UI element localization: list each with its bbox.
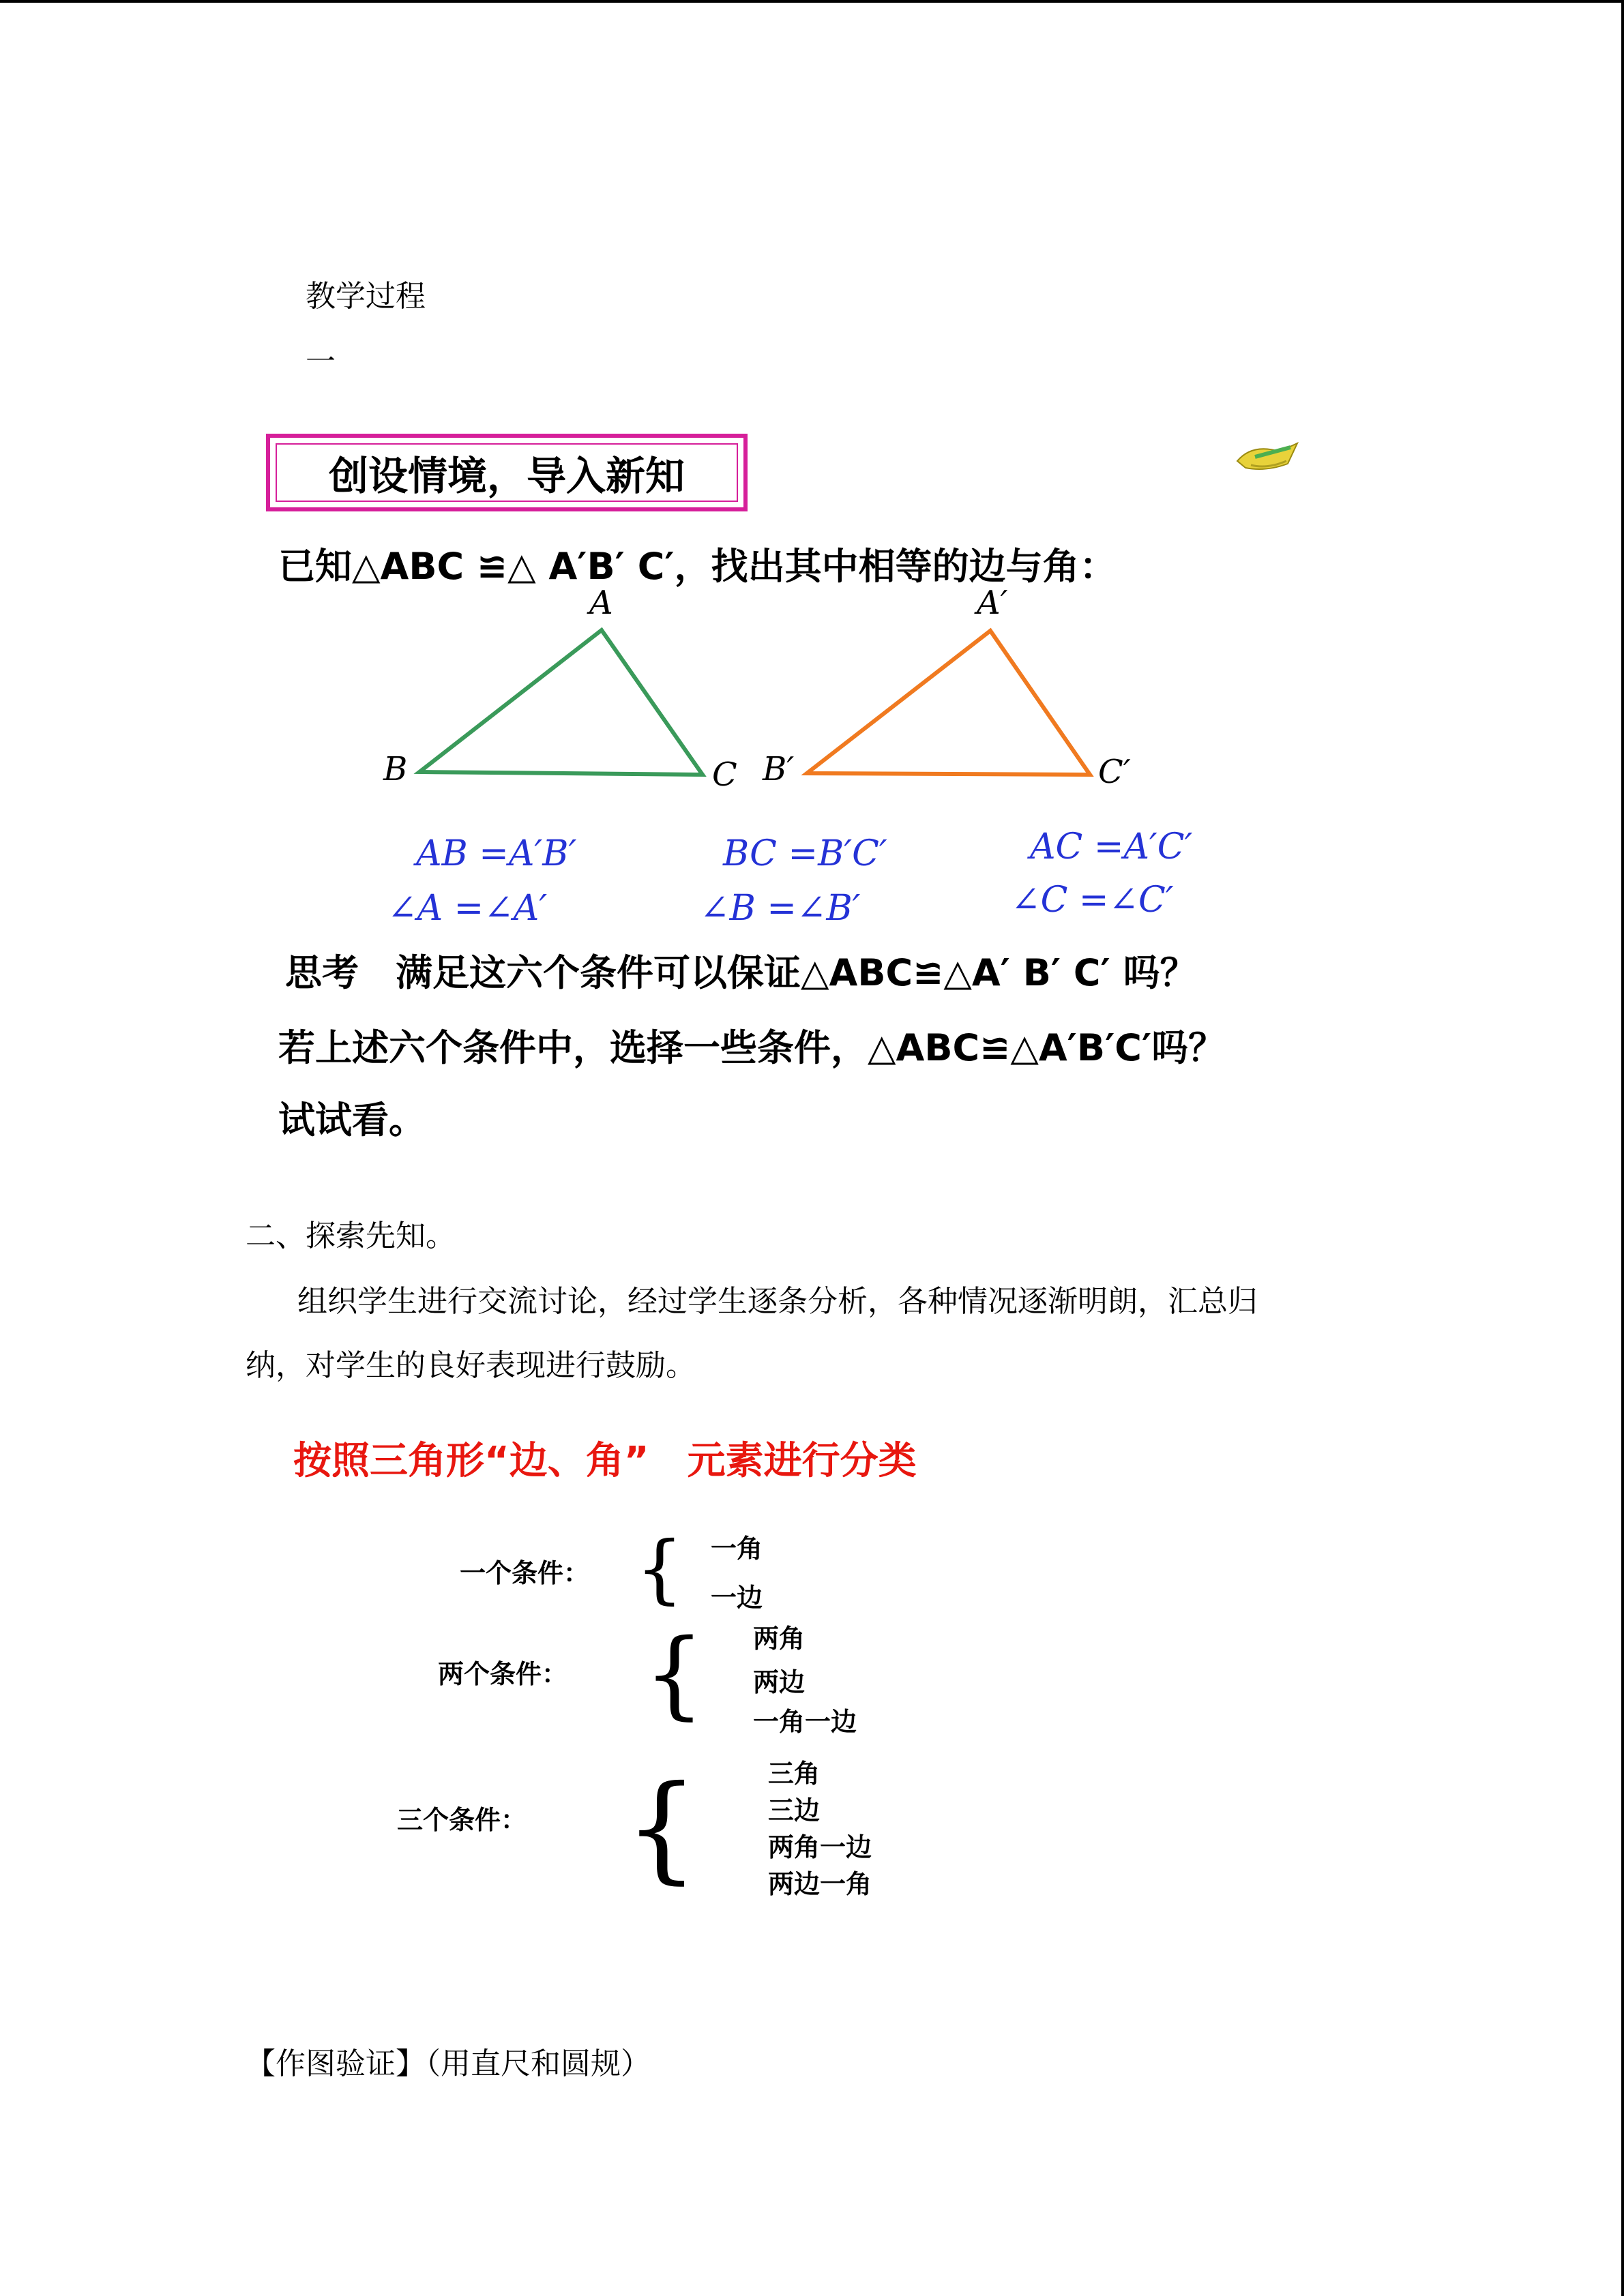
group-two-item: 一角一边 — [753, 1707, 857, 1737]
construction-verification-note: 【作图验证】（用直尺和圆规） — [246, 2046, 651, 2081]
group-three-item: 两角一边 — [768, 1832, 872, 1862]
vertex-label-c-prime: C′ — [1098, 753, 1131, 791]
equality-ac: AC =A′C′ — [1030, 826, 1193, 867]
vertex-label-a: A — [589, 584, 613, 622]
classification-title: 按照三角形“边、角” 元素进行分类 — [293, 1439, 917, 1483]
equality-angle-b: ∠B =∠B′ — [700, 888, 861, 929]
equality-bc: BC =B′C′ — [723, 833, 887, 874]
vertex-label-a-prime: A′ — [977, 584, 1008, 622]
vertex-label-c: C — [712, 756, 737, 794]
group-label-three: 三个条件： — [397, 1805, 527, 1835]
section-two-title: 二、探索先知。 — [246, 1219, 456, 1253]
question-line: 若上述六个条件中，选择一些条件，△ABC≌△A′B′C′吗？ — [278, 1026, 1226, 1069]
brace-group-two: { — [644, 1619, 705, 1730]
section-two-paragraph-line2: 纳，对学生的良好表现进行鼓励。 — [246, 1348, 696, 1383]
try-line: 试试看。 — [278, 1099, 426, 1142]
brace-group-three: { — [625, 1761, 699, 1896]
triangle-abc — [419, 630, 703, 775]
vertex-label-b-prime: B′ — [763, 750, 795, 788]
equality-angle-a: ∠A =∠A′ — [387, 888, 548, 929]
think-line: 思考 满足这六个条件可以保证△ABC≌△A′ B′ C′ 吗？ — [285, 951, 1197, 994]
brace-group-one: { — [636, 1525, 683, 1612]
equality-angle-c: ∠C =∠C′ — [1011, 880, 1174, 921]
group-three-item: 三角 — [768, 1759, 821, 1789]
section-numeral: 一 — [306, 344, 336, 379]
group-one-item: 一角 — [711, 1534, 763, 1564]
group-two-item: 两边 — [753, 1667, 806, 1697]
section-title: 创设情境，导入新知 — [276, 443, 738, 502]
group-label-one: 一个条件： — [460, 1558, 590, 1588]
triangles-figure — [0, 0, 1624, 859]
group-label-two: 两个条件： — [438, 1659, 568, 1689]
triangle-a-prime-b-prime-c-prime — [807, 631, 1090, 775]
group-three-item: 三边 — [768, 1795, 821, 1825]
lesson-heading: 教学过程 — [306, 279, 426, 314]
group-three-item: 两边一角 — [768, 1869, 872, 1899]
section-two-paragraph-line1: 组织学生进行交流讨论，经过学生逐条分析，各种情况逐渐明朗，汇总归 — [297, 1284, 1258, 1319]
group-one-item: 一边 — [711, 1583, 763, 1613]
vertex-label-b: B — [383, 750, 408, 788]
group-two-item: 两角 — [753, 1624, 806, 1654]
equality-ab: AB =A′B′ — [416, 833, 577, 874]
given-statement: 已知△ABC ≌△ A′B′ C′，找出其中相等的边与角： — [278, 545, 1117, 588]
